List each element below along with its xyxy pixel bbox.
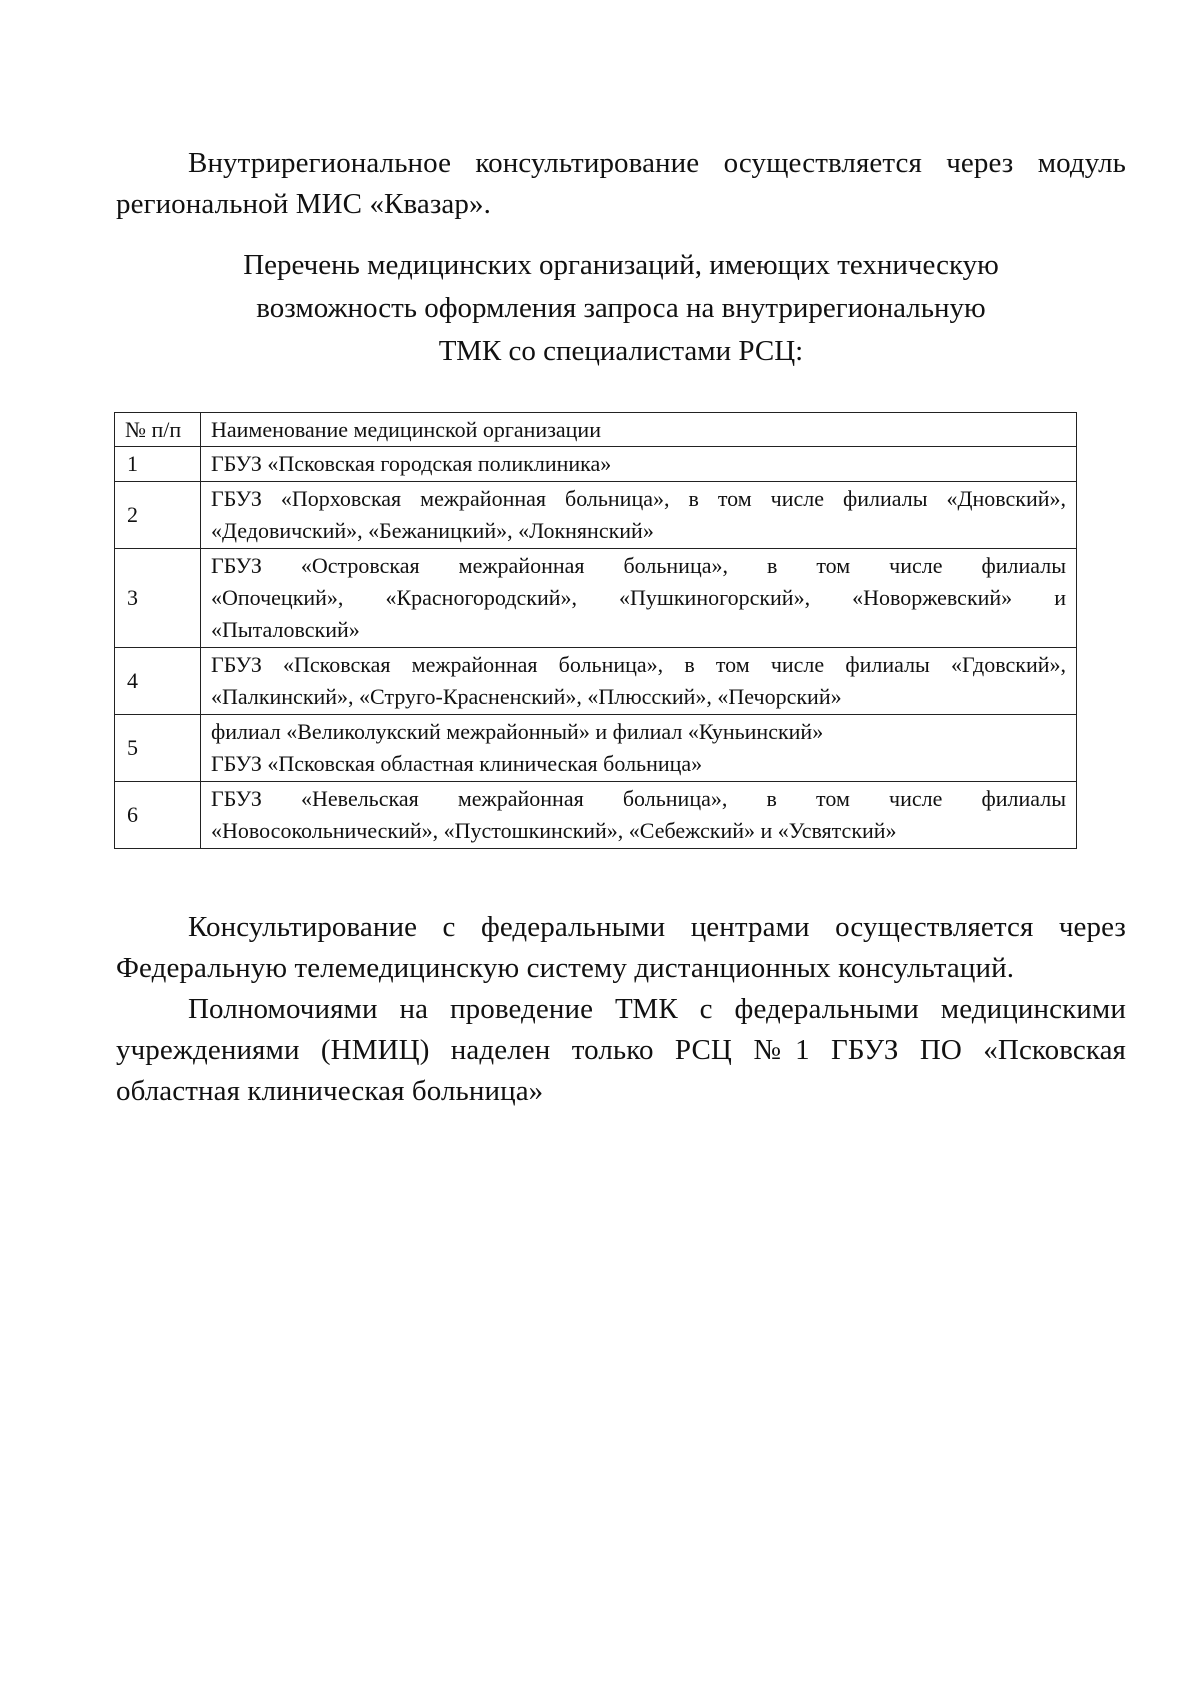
table-row (115, 715, 1077, 782)
intro-paragraph: Внутрирегиональное консультирование осуществляется через модуль региональной МИС «Квазар». (116, 147, 1126, 220)
table-row (115, 648, 1077, 715)
row-number: 4 (115, 648, 201, 715)
row-organization-line: ГБУЗ «Порховская межрайонная больница», в том числе филиалы «Дновский», (211, 486, 1066, 511)
authority-paragraph: Полномочиями на проведение ТМК с федеральными медицинскими учреждениями (НМИЦ) наделен только РСЦ №1 ГБУЗ ПО «Псковская областная клиническая больница» (116, 993, 1126, 1107)
row-organization (201, 715, 1077, 782)
heading-line-1: Перечень медицинских организаций, имеющих техническую (243, 249, 999, 281)
row-organization-line: «Палкинский», «Струго-Красненский», «Плюсский», «Печорский» (211, 684, 842, 709)
row-organization-line: филиал «Великолукский межрайонный» и филиал «Куньинский» (211, 719, 824, 744)
row-organization (201, 549, 1077, 648)
heading-line-3: ТМК со специалистами РСЦ: (438, 335, 804, 367)
row-organization (201, 782, 1077, 849)
row-number: 1 (115, 447, 201, 482)
row-organization-line: «Дедовичский», «Бежаницкий», «Локнянский» (211, 518, 654, 543)
row-organization (201, 482, 1077, 549)
table-header-row (115, 413, 1077, 447)
heading-line-2: возможность оформления запроса на внутрирегиональную (256, 292, 986, 324)
row-number: 2 (115, 482, 201, 549)
row-organization-line: «Пыталовский» (211, 617, 360, 642)
table-row (115, 782, 1077, 849)
row-number: 5 (115, 715, 201, 782)
header-name: Наименование медицинской организации (201, 413, 1077, 447)
row-organization-line: ГБУЗ «Псковская межрайонная больница», в том числе филиалы «Гдовский», (211, 652, 1066, 677)
row-organization-line: ГБУЗ «Псковская областная клиническая больница» (211, 751, 703, 776)
federal-consulting-paragraph: Консультирование с федеральными центрами осуществляется через Федеральную телемедицинскую систему дистанционных консультаций. (116, 911, 1126, 984)
row-organization-line: «Опочецкий», «Красногородский», «Пушкиногорский», «Новоржевский» и (211, 585, 1066, 610)
table-row (115, 482, 1077, 549)
row-organization-line: ГБУЗ «Псковская городская поликлиника» (211, 451, 612, 476)
row-organization-line: ГБУЗ «Невельская межрайонная больница», в том числе филиалы (211, 786, 1066, 811)
row-organization-line: «Новосокольнический», «Пустошкинский», «Себежский» и «Усвятский» (211, 818, 897, 843)
row-number: 6 (115, 782, 201, 849)
row-organization (201, 648, 1077, 715)
table-row (115, 447, 1077, 482)
row-number: 3 (115, 549, 201, 648)
table-row (115, 549, 1077, 648)
organizations-table (114, 412, 1077, 849)
list-heading (116, 244, 1126, 373)
row-organization-line: ГБУЗ «Островская межрайонная больница», в том числе филиалы (211, 553, 1066, 578)
header-number: № п/п (115, 413, 201, 447)
organizations-table-wrapper (114, 412, 1076, 849)
row-organization (201, 447, 1077, 482)
